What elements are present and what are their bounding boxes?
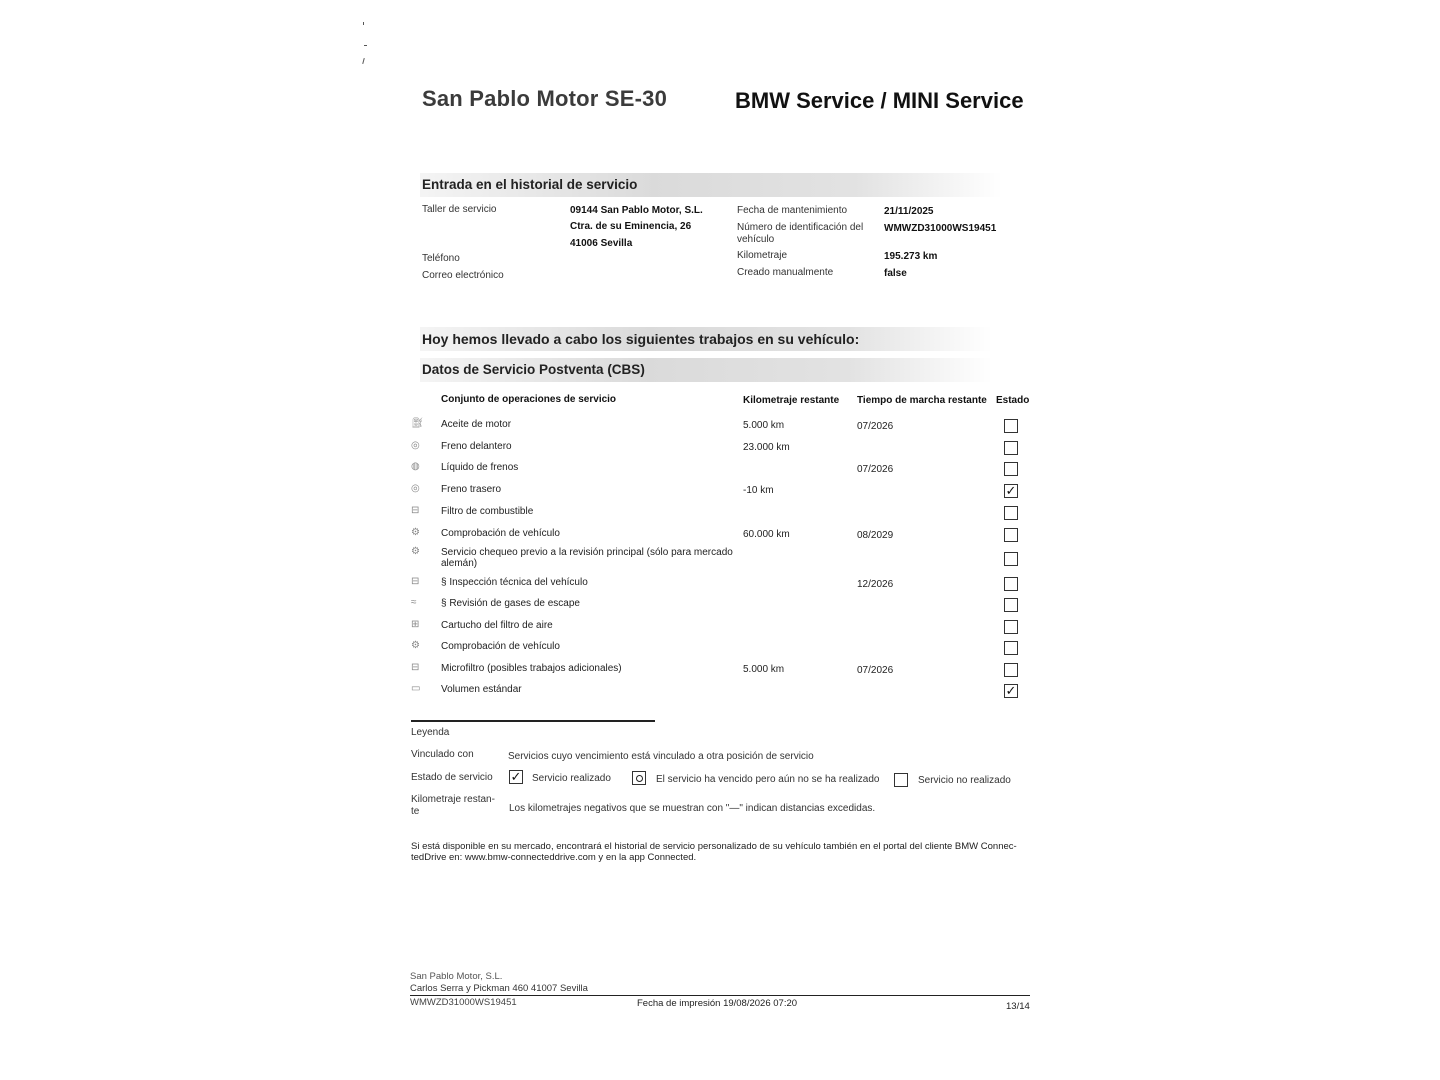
date-value: 21/11/2025 — [884, 206, 934, 217]
cbs-row-name: § Revisión de gases de escape — [441, 598, 580, 609]
oil-can-icon: ⛽︎ — [411, 418, 424, 429]
legend-state-label: Estado de servicio — [411, 772, 493, 783]
state-overdue-text: El servicio ha vencido pero aún no se ha realizado — [656, 774, 880, 785]
legend-title: Leyenda — [411, 727, 450, 738]
cbs-row-km: 60.000 km — [743, 529, 790, 540]
cbs-row-status-checkbox — [1004, 419, 1018, 433]
vin-label-1: Número de identificación del — [737, 222, 864, 233]
footer-address: Carlos Serra y Pickman 460 41007 Sevilla — [410, 983, 588, 994]
vehicle-check-icon: ⚙︎ — [411, 640, 420, 651]
cbs-row-name-cont: alemán) — [441, 558, 478, 569]
cbs-section-title: Datos de Servicio Postventa (CBS) — [420, 358, 992, 382]
cbs-row-status-checkbox: ✓ — [1005, 683, 1017, 698]
legend-linked-text: Servicios cuyo vencimiento está vinculado a otra posición de servicio — [508, 751, 814, 762]
legend-km-label-1: Kilometraje restan- — [411, 794, 495, 805]
cbs-row-km: -10 km — [743, 485, 774, 496]
state-not-done-icon — [894, 773, 908, 787]
cbs-row-km: 23.000 km — [743, 442, 790, 453]
cbs-row-status-checkbox — [1004, 441, 1018, 455]
front-brake-icon: ◎ — [411, 440, 420, 451]
cbs-row-name: § Inspección técnica del vehículo — [441, 577, 588, 588]
cbs-row-status-checkbox — [1004, 552, 1018, 566]
cbs-row-time: 07/2026 — [857, 421, 894, 432]
footer-print-date: Fecha de impresión 19/08/2026 07:20 — [637, 998, 798, 1009]
manual-value: false — [884, 268, 907, 279]
cbs-row-time: 08/2029 — [857, 530, 894, 541]
col-km-remaining: Kilometraje restante — [743, 395, 840, 406]
workshop-line-2: Ctra. de su Eminencia, 26 — [570, 221, 692, 232]
date-label: Fecha de mantenimiento — [737, 205, 848, 216]
footer-page-number: 13/14 — [1006, 1001, 1030, 1012]
cbs-row-name: Freno delantero — [441, 441, 512, 452]
pre-check-icon: ⚙︎ — [411, 546, 420, 557]
entry-section-title: Entrada en el historial de servicio — [420, 173, 1002, 197]
workshop-line-1: 09144 San Pablo Motor, S.L. — [570, 205, 703, 216]
cbs-row-name: Cartucho del filtro de aire — [441, 620, 553, 631]
col-time-remaining: Tiempo de marcha restante — [857, 395, 987, 406]
email-label: Correo electrónico — [422, 270, 504, 281]
note-line-1: Si está disponible en su mercado, encontrará el historial de servicio personalizado de su vehículo también en el portal del cliente BMW Connec- — [411, 841, 1017, 852]
phone-label: Teléfono — [422, 253, 460, 264]
cbs-row-name: Volumen estándar — [441, 684, 522, 695]
vin-value: WMWZD31000WS19451 — [884, 223, 997, 234]
cbs-row-km: 5.000 km — [743, 664, 785, 675]
cbs-row-time: 07/2026 — [857, 665, 894, 676]
state-not-done-text: Servicio no realizado — [918, 775, 1011, 786]
col-operations: Conjunto de operaciones de servicio — [441, 394, 617, 405]
fuel-filter-icon: ⊟ — [411, 505, 420, 516]
rear-brake-icon: ◎ — [411, 483, 420, 494]
dealer-title: San Pablo Motor SE-30 — [422, 86, 668, 111]
cbs-row-name: Comprobación de vehículo — [441, 528, 560, 539]
legend-km-label-2: te — [411, 806, 420, 817]
manual-label: Creado manualmente — [737, 267, 834, 278]
legend-km-text: Los kilometrajes negativos que se muestran con "—" indican distancias excedidas. — [509, 803, 876, 814]
cbs-row-status-checkbox: ✓ — [1005, 483, 1017, 498]
cbs-row-status-checkbox — [1004, 663, 1018, 677]
cbs-row-status-checkbox — [1004, 577, 1018, 591]
footer-separator — [410, 995, 1030, 996]
workshop-label: Taller de servicio — [422, 204, 497, 215]
brake-fluid-icon: ◍ — [411, 461, 420, 472]
footer-vin: WMWZD31000WS19451 — [410, 997, 517, 1008]
vehicle-check-icon: ⚙︎ — [411, 527, 420, 538]
cbs-row-name: Comprobación de vehículo — [441, 641, 560, 652]
cbs-row-name: Líquido de frenos — [441, 462, 519, 473]
vin-label-2: vehículo — [737, 234, 775, 245]
work-section-title: Hoy hemos llevado a cabo los siguientes trabajos en su vehículo: — [420, 327, 992, 351]
standard-volume-icon: ▭ — [411, 683, 421, 694]
col-status: Estado — [996, 395, 1030, 406]
km-value: 195.273 km — [884, 251, 938, 262]
cbs-row-km: 5.000 km — [743, 420, 785, 431]
exhaust-icon: ≈ — [411, 597, 417, 608]
cbs-row-status-checkbox — [1004, 641, 1018, 655]
footer-company: San Pablo Motor, S.L. — [410, 971, 503, 982]
cbs-row-name: Aceite de motor — [441, 419, 512, 430]
cbs-row-status-checkbox — [1004, 506, 1018, 520]
air-filter-icon: ⊞ — [411, 619, 420, 630]
microfilter-icon: ⊟ — [411, 662, 420, 673]
workshop-line-3: 41006 Sevilla — [570, 238, 633, 249]
cbs-row-status-checkbox — [1004, 620, 1018, 634]
state-done-checkbox-icon: ✓ — [510, 769, 522, 784]
cbs-row-name: Filtro de combustible — [441, 506, 534, 517]
cbs-row-status-checkbox — [1004, 462, 1018, 476]
cbs-row-status-checkbox — [1004, 598, 1018, 612]
state-done-text: Servicio realizado — [532, 773, 611, 784]
cbs-row-status-checkbox — [1004, 528, 1018, 542]
cbs-row-name: Microfiltro (posibles trabajos adicionales) — [441, 663, 622, 674]
legend-linked-label: Vinculado con — [411, 749, 474, 760]
inspection-icon: ⊟ — [411, 576, 420, 587]
km-label: Kilometraje — [737, 250, 788, 261]
cbs-row-name: Servicio chequeo previo a la revisión principal (sólo para mercado — [441, 547, 733, 558]
note-line-2: tedDrive en: www.bmw-connecteddrive.com y en la app Connected. — [411, 852, 697, 863]
brand-title: BMW Service / MINI Service — [735, 88, 1024, 113]
state-overdue-icon — [632, 771, 646, 785]
legend-separator — [411, 720, 655, 722]
cbs-row-time: 07/2026 — [857, 464, 894, 475]
cbs-row-time: 12/2026 — [857, 579, 894, 590]
cbs-row-name: Freno trasero — [441, 484, 502, 495]
